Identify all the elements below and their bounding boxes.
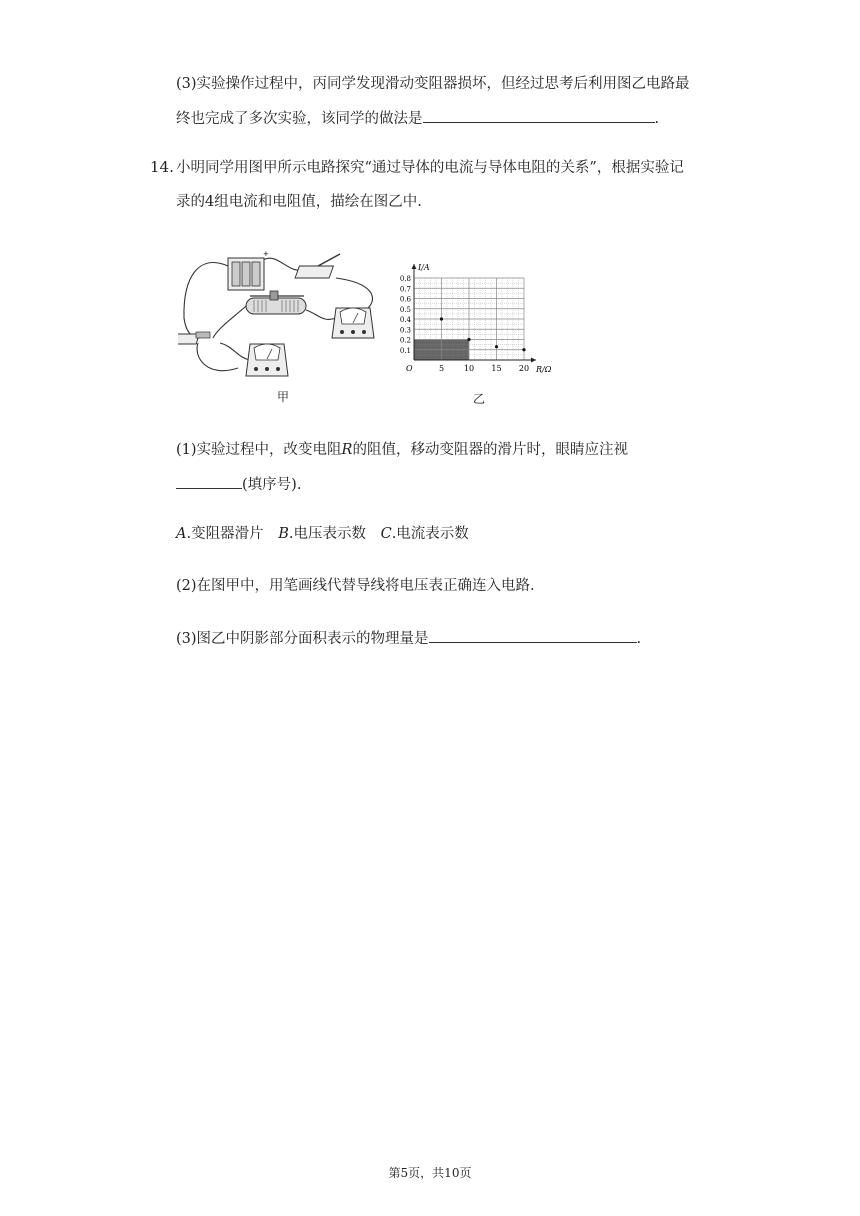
part1-fill-hint: (填序号). <box>242 477 302 493</box>
q14-part3 <box>176 628 641 649</box>
y-axis-label: I/A <box>418 263 430 272</box>
option-letter: A <box>176 526 187 542</box>
graph-figure <box>394 252 564 391</box>
x-axis-label: R/Ω <box>536 365 552 374</box>
y-tick-label: 0.6 <box>399 295 411 304</box>
option-text: .变阻器滑片 <box>186 526 264 542</box>
answer-blank[interactable] <box>176 474 242 489</box>
prev-part3-line2 <box>176 108 659 129</box>
figure-yi-label: 乙 <box>473 392 486 406</box>
y-tick-label: 0.4 <box>399 316 411 324</box>
answer-blank[interactable] <box>429 628 637 643</box>
rheostat-icon <box>246 291 306 314</box>
answer-blank[interactable] <box>423 108 655 123</box>
option-a <box>176 526 264 542</box>
option-letter: C <box>380 526 392 542</box>
option-letter: B <box>278 526 289 542</box>
page-footer: 第5页，共10页 <box>388 1166 472 1180</box>
option-b <box>278 526 366 542</box>
data-point <box>467 338 470 341</box>
y-tick-label: 0.3 <box>399 326 411 335</box>
x-tick-label: 20 <box>518 364 530 373</box>
y-tick-label: 0.5 <box>399 305 411 314</box>
voltmeter-icon <box>332 308 374 338</box>
figure-jia-label: 甲 <box>277 390 290 404</box>
x-tick-label: 5 <box>438 364 445 373</box>
circuit-diagram <box>178 248 388 383</box>
part1-text-a: (1)实验过程中，改变电阻 <box>176 442 342 458</box>
y-tick-label: 0.1 <box>399 346 411 355</box>
question-number: 14. <box>150 158 174 176</box>
q14-part1-line2 <box>176 474 301 495</box>
i-r-chart <box>394 252 564 387</box>
x-tick-label: 10 <box>463 364 475 373</box>
data-point <box>440 317 443 320</box>
data-point <box>495 345 498 348</box>
period: . <box>636 631 642 647</box>
battery-icon <box>228 250 269 290</box>
y-axis-arrow <box>412 264 417 269</box>
svg-text:+: + <box>263 250 269 258</box>
y-tick-label: 0.2 <box>399 336 411 345</box>
q14-stem-line1: 小明同学用图甲所示电路探究“通过导体的电流与导体电阻的关系”，根据实验记 <box>176 160 684 176</box>
q14-part2: (2)在图甲中，用笔画线代替导线将电压表正确连入电路. <box>176 578 535 594</box>
circuit-figure <box>178 248 388 387</box>
switch-icon <box>295 254 340 278</box>
x-axis-arrow <box>531 358 536 363</box>
data-point <box>522 348 525 351</box>
y-tick-label: 0.8 <box>399 275 411 283</box>
option-text: .电流表示数 <box>391 526 469 542</box>
part3-text: (3)图乙中阴影部分面积表示的物理量是 <box>176 631 429 647</box>
var-r: R <box>341 442 353 458</box>
y-tick-label: 0.7 <box>399 285 411 294</box>
option-c <box>381 526 469 542</box>
q14-part1-line1 <box>176 440 628 460</box>
period: . <box>654 111 660 127</box>
prev-part3-line1: (3)实验操作过程中，丙同学发现滑动变阻器损坏，但经过思考后利用图乙电路最 <box>176 76 690 92</box>
x-tick-label: 15 <box>491 364 502 373</box>
q14-options <box>176 524 469 544</box>
option-text: .电压表示数 <box>288 526 366 542</box>
prev-part3-text: 终也完成了多次实验，该同学的做法是 <box>176 111 423 127</box>
origin-label: O <box>406 364 413 373</box>
ammeter-icon <box>246 344 288 376</box>
resistor-icon <box>178 332 210 344</box>
q14-stem-line2: 录的4组电流和电阻值，描绘在图乙中. <box>176 194 422 210</box>
part1-text-b: 的阻值，移动变阻器的滑片时，眼睛应注视 <box>352 442 628 458</box>
